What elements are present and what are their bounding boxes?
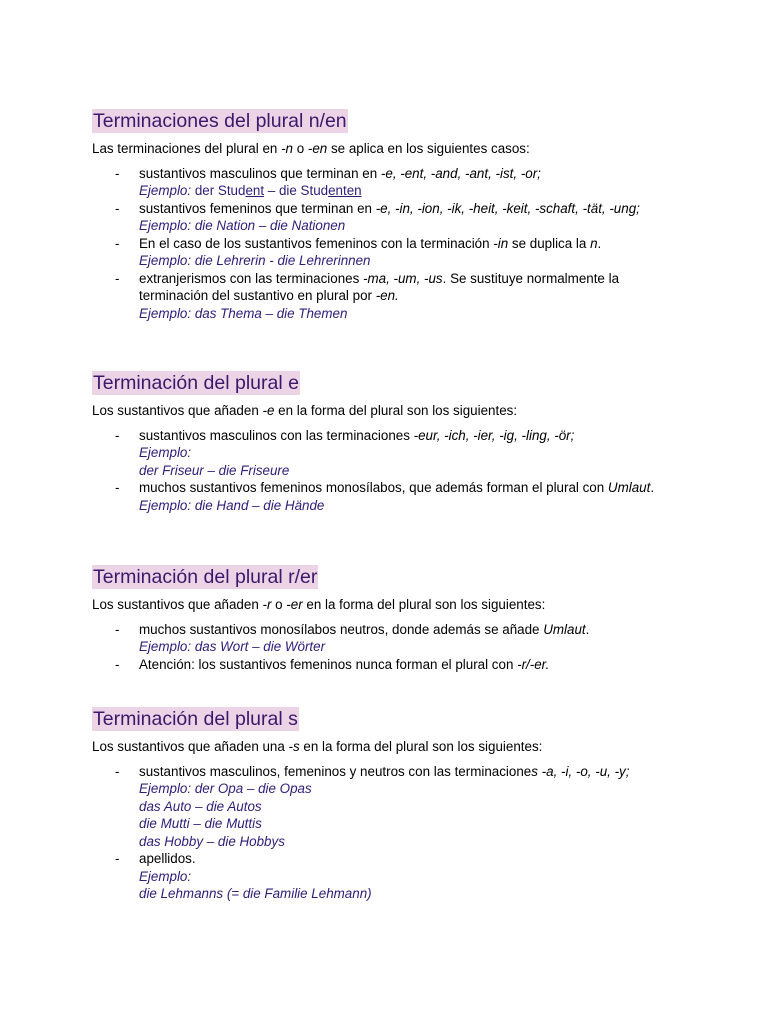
list-item: - sustantivos femeninos que terminan en -e, -in, -ion, -ik, -heit, -keit, -schaft, -tät, -ung; Ejemplo: die Nation – die Nationen xyxy=(92,200,662,235)
section-heading: Terminación del plural s xyxy=(93,708,298,730)
list-item: - muchos sustantivos monosílabos neutros, donde además se añade Umlaut. Ejemplo: das Wort – die Wörter xyxy=(92,621,662,656)
example-line: der Friseur – die Friseure xyxy=(139,462,290,478)
dash-bullet: - xyxy=(115,763,120,779)
example-line: Ejemplo: die Hand – die Hände xyxy=(139,497,325,513)
section-plural-e xyxy=(92,371,662,514)
section-intro: Los sustantivos que añaden -e en la forma del plural son los siguientes: xyxy=(92,403,518,418)
section-heading: Terminación del plural e xyxy=(93,372,299,394)
section-heading: Terminaciones del plural n/en xyxy=(93,110,347,132)
rule-list xyxy=(92,427,662,515)
dash-bullet: - xyxy=(115,165,120,181)
section-intro: Las terminaciones del plural en -n o -en se aplica en los siguientes casos: xyxy=(92,141,530,156)
list-item: - sustantivos masculinos, femeninos y neutros con las terminaciones -a, -i, -o, -u, -y; Ejemplo: der Opa – die Opas das Auto – die Autos die Mutti – die Muttis das Hobby – die Hobbys xyxy=(92,763,662,851)
example-line: Ejemplo: das Thema – die Themen xyxy=(139,305,348,321)
section-heading: Terminación del plural r/er xyxy=(93,566,318,588)
example-line: Ejemplo: der Opa – die Opas xyxy=(139,781,312,796)
rule-list xyxy=(92,165,662,323)
example-line: Ejemplo: die Lehrerin - die Lehrerinnen xyxy=(139,253,371,268)
section-plural-n-en xyxy=(92,109,662,322)
example-line: Ejemplo: das Wort – die Wörter xyxy=(139,639,326,654)
dash-bullet: - xyxy=(115,270,120,286)
example-line: das Hobby – die Hobbys xyxy=(139,833,285,849)
section-plural-s xyxy=(92,707,662,903)
section-intro: Los sustantivos que añaden -r o -er en la forma del plural son los siguientes: xyxy=(92,597,546,612)
list-item: - Atención: los sustantivos femeninos nunca forman el plural con -r/-er. xyxy=(115,656,550,672)
example-line: Ejemplo: die Nation – die Nationen xyxy=(139,218,346,233)
rule-list xyxy=(92,763,662,903)
list-item: - sustantivos masculinos que terminan en -e, -ent, -and, -ant, -ist, -or; Ejemplo: der Student – die Studenten xyxy=(92,165,662,200)
list-item: - sustantivos masculinos con las terminaciones -eur, -ich, -ier, -ig, -ling, -ör; Ejemplo: der Friseur – die Friseure xyxy=(92,427,662,480)
example-line: die Lehmanns (= die Familie Lehmann) xyxy=(139,886,372,901)
list-item: - muchos sustantivos femeninos monosílabos, que además forman el plural con Umlaut. Ejemplo: die Hand – die Hände xyxy=(92,479,662,514)
example-line: das Auto – die Autos xyxy=(139,798,262,814)
dash-bullet: - xyxy=(115,235,120,251)
example-line: Ejemplo: der Student – die Studenten xyxy=(139,183,362,198)
dash-bullet: - xyxy=(115,851,120,866)
list-item: - apellidos. Ejemplo: die Lehmanns (= die Familie Lehmann) xyxy=(92,850,662,903)
dash-bullet: - xyxy=(115,480,120,495)
example-line: Ejemplo: xyxy=(139,868,192,884)
list-item: - extranjerismos con las terminaciones -ma, -um, -us. Se sustituye normalmente la terminación del sustantivo en plural por -en. Ejemplo: das Thema – die Themen xyxy=(92,270,662,323)
example-line: die Mutti – die Muttis xyxy=(139,816,262,831)
dash-bullet: - xyxy=(115,656,120,672)
dash-bullet: - xyxy=(115,427,120,443)
rule-list xyxy=(92,621,662,674)
section-intro: Los sustantivos que añaden una -s en la forma del plural son los siguientes: xyxy=(92,739,543,754)
section-plural-r-er xyxy=(92,565,662,673)
example-line: Ejemplo: xyxy=(139,445,192,460)
dash-bullet: - xyxy=(115,621,120,637)
list-item: - En el caso de los sustantivos femeninos con la terminación -in se duplica la n. Ejemplo: die Lehrerin - die Lehrerinnen xyxy=(92,235,662,270)
dash-bullet: - xyxy=(115,200,120,216)
